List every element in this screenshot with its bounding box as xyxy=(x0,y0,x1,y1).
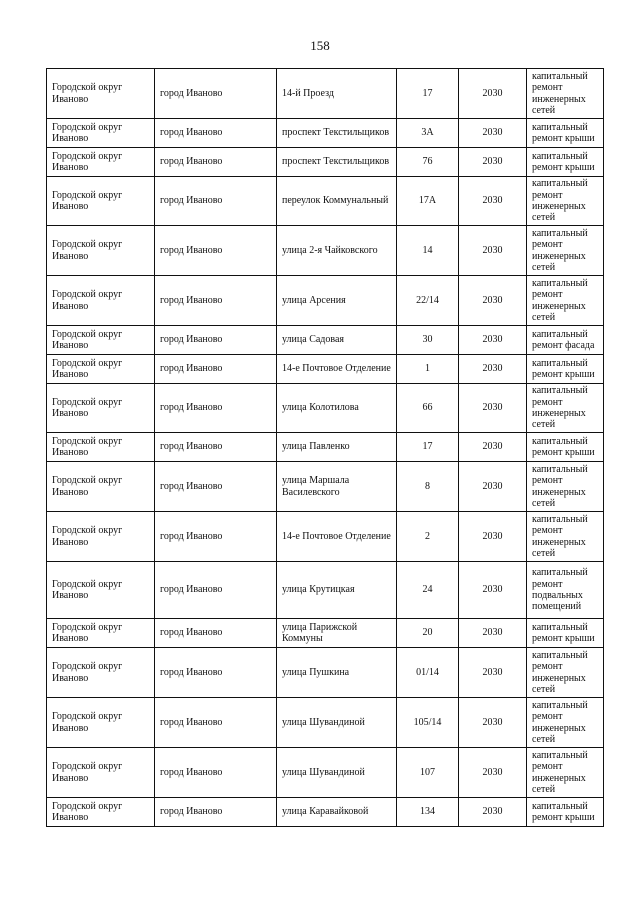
house-cell: 17 xyxy=(397,69,459,119)
house-cell: 66 xyxy=(397,384,459,433)
district-cell: Городской округ Иваново xyxy=(47,177,155,226)
district-cell: Городской округ Иваново xyxy=(47,119,155,148)
table-row xyxy=(47,276,604,326)
year-cell: 2030 xyxy=(459,433,527,462)
year-cell: 2030 xyxy=(459,69,527,119)
year-cell: 2030 xyxy=(459,384,527,433)
year-cell: 2030 xyxy=(459,177,527,226)
district-cell: Городской округ Иваново xyxy=(47,326,155,355)
district-cell: Городской округ Иваново xyxy=(47,512,155,562)
year-cell: 2030 xyxy=(459,226,527,276)
table-row xyxy=(47,148,604,177)
street-cell: проспект Текстильщиков xyxy=(277,119,397,148)
table-row xyxy=(47,619,604,648)
house-cell: 24 xyxy=(397,562,459,619)
district-cell: Городской округ Иваново xyxy=(47,648,155,698)
street-cell: улица Арсения xyxy=(277,276,397,326)
house-cell: 14 xyxy=(397,226,459,276)
table-row xyxy=(47,698,604,748)
district-cell: Городской округ Иваново xyxy=(47,69,155,119)
street-cell: 14-й Проезд xyxy=(277,69,397,119)
work-type-cell: капитальный ремонт инженерных сетей xyxy=(527,462,604,512)
city-cell: город Иваново xyxy=(155,562,277,619)
year-cell: 2030 xyxy=(459,748,527,798)
year-cell: 2030 xyxy=(459,698,527,748)
district-cell: Городской округ Иваново xyxy=(47,798,155,827)
street-cell: улица Крутицкая xyxy=(277,562,397,619)
house-cell: 3А xyxy=(397,119,459,148)
district-cell: Городской округ Иваново xyxy=(47,462,155,512)
house-cell: 134 xyxy=(397,798,459,827)
house-cell: 22/14 xyxy=(397,276,459,326)
city-cell: город Иваново xyxy=(155,462,277,512)
city-cell: город Иваново xyxy=(155,384,277,433)
street-cell: улица Парижской Коммуны xyxy=(277,619,397,648)
house-cell: 20 xyxy=(397,619,459,648)
district-cell: Городской округ Иваново xyxy=(47,698,155,748)
city-cell: город Иваново xyxy=(155,355,277,384)
work-type-cell: капитальный ремонт крыши xyxy=(527,433,604,462)
street-cell: 14-е Почтовое Отделение xyxy=(277,355,397,384)
table-row xyxy=(47,648,604,698)
house-cell: 2 xyxy=(397,512,459,562)
work-type-cell: капитальный ремонт крыши xyxy=(527,798,604,827)
street-cell: улица Колотилова xyxy=(277,384,397,433)
house-cell: 17 xyxy=(397,433,459,462)
district-cell: Городской округ Иваново xyxy=(47,148,155,177)
street-cell: улица Каравайковой xyxy=(277,798,397,827)
street-cell: улица Павленко xyxy=(277,433,397,462)
city-cell: город Иваново xyxy=(155,619,277,648)
work-type-cell: капитальный ремонт фасада xyxy=(527,326,604,355)
street-cell: переулок Коммунальный xyxy=(277,177,397,226)
year-cell: 2030 xyxy=(459,148,527,177)
table-row xyxy=(47,462,604,512)
city-cell: город Иваново xyxy=(155,148,277,177)
city-cell: город Иваново xyxy=(155,69,277,119)
city-cell: город Иваново xyxy=(155,798,277,827)
house-cell: 107 xyxy=(397,748,459,798)
city-cell: город Иваново xyxy=(155,326,277,355)
table-row xyxy=(47,512,604,562)
district-cell: Городской округ Иваново xyxy=(47,619,155,648)
city-cell: город Иваново xyxy=(155,748,277,798)
work-type-cell: капитальный ремонт инженерных сетей xyxy=(527,276,604,326)
work-type-cell: капитальный ремонт инженерных сетей xyxy=(527,69,604,119)
table-row xyxy=(47,433,604,462)
street-cell: проспект Текстильщиков xyxy=(277,148,397,177)
district-cell: Городской округ Иваново xyxy=(47,748,155,798)
year-cell: 2030 xyxy=(459,562,527,619)
district-cell: Городской округ Иваново xyxy=(47,276,155,326)
work-type-cell: капитальный ремонт инженерных сетей xyxy=(527,748,604,798)
city-cell: город Иваново xyxy=(155,512,277,562)
house-cell: 17А xyxy=(397,177,459,226)
house-cell: 105/14 xyxy=(397,698,459,748)
house-cell: 76 xyxy=(397,148,459,177)
street-cell: улица Маршала Василевского xyxy=(277,462,397,512)
year-cell: 2030 xyxy=(459,648,527,698)
city-cell: город Иваново xyxy=(155,648,277,698)
table-row xyxy=(47,798,604,827)
district-cell: Городской округ Иваново xyxy=(47,355,155,384)
year-cell: 2030 xyxy=(459,276,527,326)
district-cell: Городской округ Иваново xyxy=(47,433,155,462)
street-cell: 14-е Почтовое Отделение xyxy=(277,512,397,562)
city-cell: город Иваново xyxy=(155,226,277,276)
page-number: 158 xyxy=(310,38,330,53)
district-cell: Городской округ Иваново xyxy=(47,562,155,619)
street-cell: улица 2-я Чайковского xyxy=(277,226,397,276)
street-cell: улица Шувандиной xyxy=(277,748,397,798)
city-cell: город Иваново xyxy=(155,119,277,148)
street-cell: улица Пушкина xyxy=(277,648,397,698)
house-cell: 01/14 xyxy=(397,648,459,698)
work-type-cell: капитальный ремонт инженерных сетей xyxy=(527,226,604,276)
table-row xyxy=(47,384,604,433)
work-type-cell: капитальный ремонт инженерных сетей xyxy=(527,512,604,562)
city-cell: город Иваново xyxy=(155,177,277,226)
work-type-cell: капитальный ремонт инженерных сетей xyxy=(527,698,604,748)
city-cell: город Иваново xyxy=(155,433,277,462)
year-cell: 2030 xyxy=(459,462,527,512)
city-cell: город Иваново xyxy=(155,276,277,326)
repair-schedule-table xyxy=(46,68,604,827)
year-cell: 2030 xyxy=(459,326,527,355)
house-cell: 8 xyxy=(397,462,459,512)
district-cell: Городской округ Иваново xyxy=(47,226,155,276)
district-cell: Городской округ Иваново xyxy=(47,384,155,433)
work-type-cell: капитальный ремонт инженерных сетей xyxy=(527,177,604,226)
year-cell: 2030 xyxy=(459,619,527,648)
street-cell: улица Шувандиной xyxy=(277,698,397,748)
table-row xyxy=(47,326,604,355)
work-type-cell: капитальный ремонт инженерных сетей xyxy=(527,384,604,433)
street-cell: улица Садовая xyxy=(277,326,397,355)
work-type-cell: капитальный ремонт подвальных помещений xyxy=(527,562,604,619)
house-cell: 1 xyxy=(397,355,459,384)
work-type-cell: капитальный ремонт крыши xyxy=(527,148,604,177)
year-cell: 2030 xyxy=(459,798,527,827)
table-row xyxy=(47,119,604,148)
year-cell: 2030 xyxy=(459,119,527,148)
work-type-cell: капитальный ремонт крыши xyxy=(527,119,604,148)
city-cell: город Иваново xyxy=(155,698,277,748)
table-row xyxy=(47,748,604,798)
table-row xyxy=(47,69,604,119)
table-row xyxy=(47,226,604,276)
work-type-cell: капитальный ремонт инженерных сетей xyxy=(527,648,604,698)
year-cell: 2030 xyxy=(459,512,527,562)
table-row xyxy=(47,562,604,619)
table-row xyxy=(47,177,604,226)
work-type-cell: капитальный ремонт крыши xyxy=(527,619,604,648)
year-cell: 2030 xyxy=(459,355,527,384)
house-cell: 30 xyxy=(397,326,459,355)
work-type-cell: капитальный ремонт крыши xyxy=(527,355,604,384)
table-row xyxy=(47,355,604,384)
